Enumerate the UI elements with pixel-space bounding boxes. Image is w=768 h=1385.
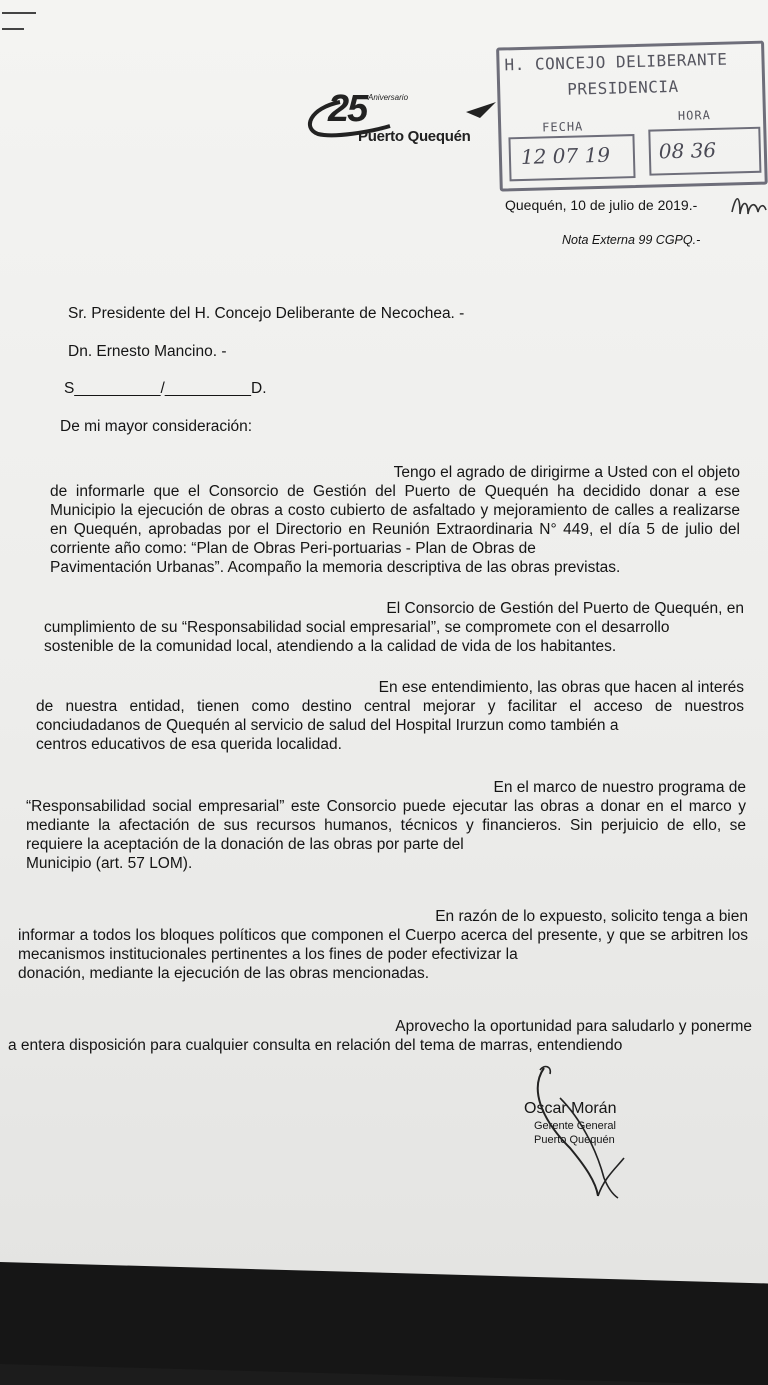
paragraph-5 <box>18 907 748 983</box>
salutation: De mi mayor consideración: <box>60 418 253 435</box>
paragraph-1 <box>50 463 740 577</box>
initials-scribble <box>728 190 768 224</box>
stamp-hora-value: 08 36 <box>658 137 717 164</box>
edge-mark <box>2 28 24 30</box>
logo-anniversary: Aniversario <box>368 93 409 102</box>
paragraph-3-last-line: centros educativos de esa querida localidad. <box>36 736 342 753</box>
stamp-hora-label: HORA <box>677 108 712 123</box>
stamp-line1: H. CONCEJO DELIBERANTE <box>504 49 728 75</box>
stamp-line2: PRESIDENCIA <box>566 76 679 99</box>
paragraph-3-body: de nuestra entidad, tienen como destino central mejorar y facilitar el acceso de nuestros conciudadanos de Quequén al servicio de salud del Hospital Irurzun como también a <box>36 698 744 734</box>
paragraph-2-first-line: El Consorcio de Gestión del Puerto de Quequén, en <box>386 600 744 617</box>
paragraph-5-last-line: donación, mediante la ejecución de las obras mencionadas. <box>18 965 430 982</box>
paragraph-5-body: informar a todos los bloques políticos que componen el Cuerpo acerca del presente, y que se arbitren los mecanismos institucionales pertinentes a los fines de poder efectivizar la <box>18 927 748 963</box>
addressee-line2: Dn. Ernesto Mancino. - <box>68 343 227 360</box>
paragraph-1-first-line: Tengo el agrado de dirigirme a Usted con el objeto <box>393 464 740 481</box>
logo-name: Puerto Quequén <box>358 128 471 145</box>
paragraph-6 <box>8 1017 752 1055</box>
paragraph-4 <box>26 778 746 873</box>
signature-title: Gerente General <box>534 1120 616 1132</box>
edge-mark <box>2 12 36 14</box>
paragraph-2-last-line: sostenible de la comunidad local, atendiendo a la calidad de vida de los habitantes. <box>44 638 617 655</box>
paragraph-2-body: cumplimiento de su “Responsabilidad social empresarial”, se compromete con el desarrollo <box>44 619 670 636</box>
signature-entity: Puerto Quequén <box>534 1134 615 1146</box>
stamp-fecha-label: FECHA <box>542 119 584 135</box>
handwritten-signature <box>500 1058 650 1208</box>
addressee-line1: Sr. Presidente del H. Concejo Deliberante de Necochea. - <box>68 305 465 322</box>
external-note-reference: Nota Externa 99 CGPQ.- <box>562 233 701 247</box>
paragraph-6-last-line: a entera disposición para cualquier consulta en relación del tema de marras, entendiendo <box>8 1037 623 1054</box>
paragraph-5-first-line: En razón de lo expuesto, solicito tenga a bien <box>435 908 748 925</box>
paragraph-6-first-line: Aprovecho la oportunidad para saludarlo y ponerme <box>395 1018 752 1035</box>
paragraph-1-last-line: Pavimentación Urbanas”. Acompaño la memoria descriptiva de las obras previstas. <box>50 559 621 576</box>
puerto-quequen-logo <box>300 88 500 158</box>
signature-name: Oscar Morán <box>524 1100 617 1117</box>
paragraph-2 <box>44 599 744 656</box>
logo-number: 25 <box>328 88 367 130</box>
sd-line: S__________/__________D. <box>64 380 267 397</box>
paragraph-4-body: “Responsabilidad social empresarial” este Consorcio puede ejecutar las obras a donar en el marco y mediante la afectación de sus recursos humanos, técnicos y financieros. Sin perjuicio de ello, se requiere la aceptación de la donación de las obras por parte del <box>26 798 746 853</box>
paragraph-4-last-line: Municipio (art. 57 LOM). <box>26 855 193 872</box>
paragraph-3-first-line: En ese entendimiento, las obras que hacen al interés <box>378 679 744 696</box>
paragraph-4-first-line: En el marco de nuestro programa de <box>493 779 746 796</box>
place-date: Quequén, 10 de julio de 2019.- <box>505 197 698 213</box>
reception-stamp <box>496 40 768 197</box>
stamp-fecha-value: 12 07 19 <box>520 142 611 170</box>
paragraph-3 <box>36 678 744 754</box>
table-background <box>0 1262 768 1385</box>
paragraph-1-body: de informarle que el Consorcio de Gestión del Puerto de Quequén ha decidido donar a ese Municipio la ejecución de obras a costo cubierto de asfaltado y mejoramiento de calles a realizarse en Quequén, aprobadas por el Directorio en Reunión Extraordinaria N° 449, el día 5 de julio del corriente año como: “Plan de Obras Peri-portuarias - Plan de Obras de <box>50 483 740 557</box>
